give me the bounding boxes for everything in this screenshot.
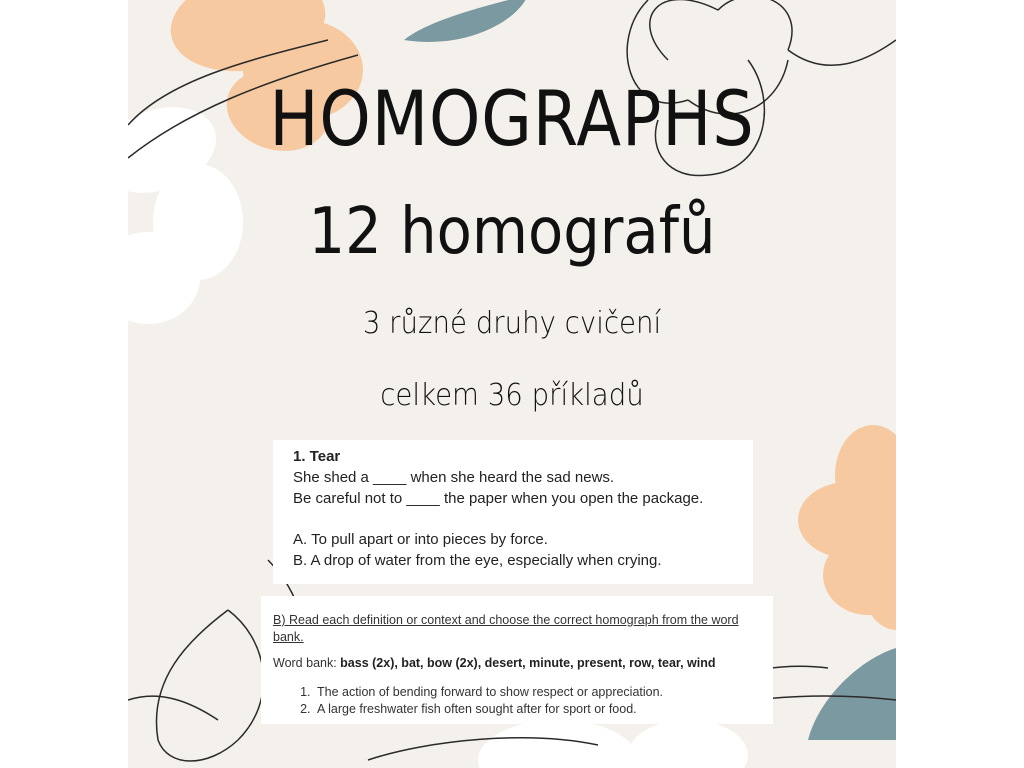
list-item: 2. A large freshwater fish often sought after for sport or food. xyxy=(314,701,773,718)
example-sentence: Be careful not to ____ the paper when you open the package. xyxy=(293,490,704,507)
examples-count-text: celkem 36 příkladů xyxy=(380,378,644,413)
exercise-instruction: B) Read each definition or context and choose the correct homograph from the word bank. xyxy=(273,613,739,644)
page-title: HOMOGRAPHS xyxy=(269,74,755,163)
exercise-types-text: 3 různé druhy cvičení xyxy=(362,306,662,341)
word-bank-words: bass (2x), bat, bow (2x), desert, minute, present, row, tear, wind xyxy=(340,656,716,670)
exercise-card xyxy=(261,596,773,724)
peach-flower-right xyxy=(798,425,896,630)
word-bank xyxy=(273,655,773,672)
example-sentence: She shed a ____ when she heard the sad news. xyxy=(293,469,615,486)
teal-leaf-top xyxy=(404,0,528,42)
word-bank-label: Word bank: xyxy=(273,656,341,670)
teal-leaf-bottom xyxy=(808,648,896,740)
poster xyxy=(128,0,896,768)
exercise-list xyxy=(273,684,773,718)
white-flower-bottom xyxy=(478,720,748,768)
example-option: A. To pull apart or into pieces by force. xyxy=(293,531,548,548)
example-card xyxy=(273,440,753,584)
example-option: B. A drop of water from the eye, especially when crying. xyxy=(293,552,662,569)
example-heading: 1. Tear xyxy=(293,448,341,465)
list-item: 1. The action of bending forward to show respect or appreciation. xyxy=(314,684,773,701)
spacer xyxy=(293,509,753,529)
page-subtitle: 12 homografů xyxy=(308,195,716,269)
